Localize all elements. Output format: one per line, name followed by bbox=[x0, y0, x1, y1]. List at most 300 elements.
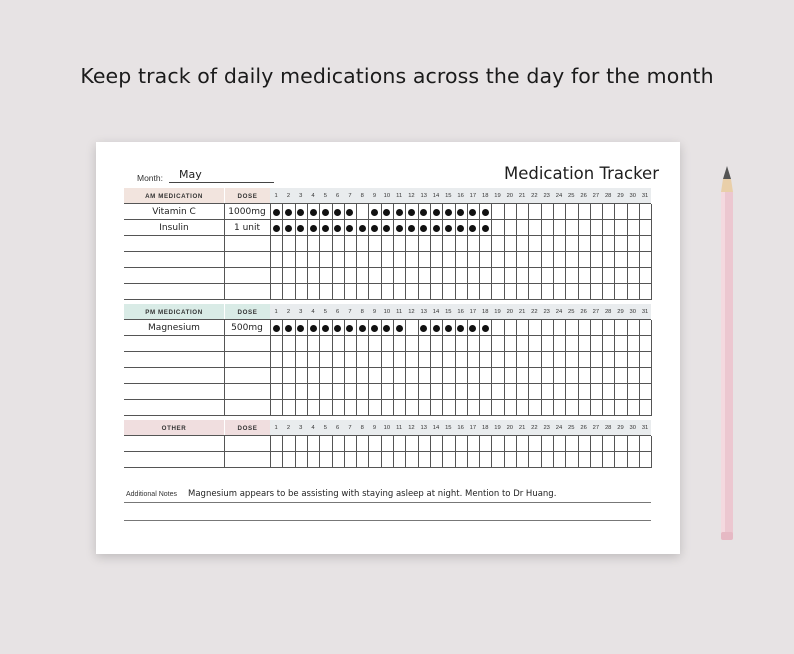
day-checkbox[interactable] bbox=[639, 436, 651, 452]
day-checkbox[interactable] bbox=[368, 384, 380, 400]
day-checkbox[interactable] bbox=[430, 320, 442, 336]
day-checkbox[interactable] bbox=[282, 252, 294, 268]
day-checkbox[interactable] bbox=[553, 236, 565, 252]
day-checkbox[interactable] bbox=[405, 268, 417, 284]
day-checkbox[interactable] bbox=[504, 252, 516, 268]
day-checkbox[interactable] bbox=[319, 204, 331, 220]
day-checkbox[interactable] bbox=[565, 284, 577, 300]
day-checkbox[interactable] bbox=[491, 436, 503, 452]
day-checkbox[interactable] bbox=[467, 220, 479, 236]
day-checkbox[interactable] bbox=[356, 204, 368, 220]
day-checkbox[interactable] bbox=[430, 220, 442, 236]
day-checkbox[interactable] bbox=[627, 220, 639, 236]
day-checkbox[interactable] bbox=[467, 400, 479, 416]
day-checkbox[interactable] bbox=[393, 336, 405, 352]
day-checkbox[interactable] bbox=[491, 320, 503, 336]
day-checkbox[interactable] bbox=[307, 220, 319, 236]
day-checkbox[interactable] bbox=[467, 452, 479, 468]
day-checkbox[interactable] bbox=[627, 268, 639, 284]
day-checkbox[interactable] bbox=[393, 400, 405, 416]
day-checkbox[interactable] bbox=[430, 336, 442, 352]
day-checkbox[interactable] bbox=[553, 220, 565, 236]
day-checkbox[interactable] bbox=[541, 252, 553, 268]
day-checkbox[interactable] bbox=[381, 352, 393, 368]
day-checkbox[interactable] bbox=[516, 268, 528, 284]
day-checkbox[interactable] bbox=[639, 252, 651, 268]
day-checkbox[interactable] bbox=[344, 320, 356, 336]
day-checkbox[interactable] bbox=[516, 436, 528, 452]
day-checkbox[interactable] bbox=[442, 284, 454, 300]
day-checkbox[interactable] bbox=[270, 268, 282, 284]
day-checkbox[interactable] bbox=[455, 336, 467, 352]
day-checkbox[interactable] bbox=[553, 368, 565, 384]
day-checkbox[interactable] bbox=[590, 368, 602, 384]
day-checkbox[interactable] bbox=[368, 452, 380, 468]
day-checkbox[interactable] bbox=[491, 368, 503, 384]
day-checkbox[interactable] bbox=[442, 320, 454, 336]
day-checkbox[interactable] bbox=[614, 452, 626, 468]
day-checkbox[interactable] bbox=[368, 352, 380, 368]
day-checkbox[interactable] bbox=[455, 252, 467, 268]
day-checkbox[interactable] bbox=[295, 400, 307, 416]
day-checkbox[interactable] bbox=[344, 368, 356, 384]
day-checkbox[interactable] bbox=[344, 400, 356, 416]
day-checkbox[interactable] bbox=[442, 236, 454, 252]
day-checkbox[interactable] bbox=[528, 252, 540, 268]
day-checkbox[interactable] bbox=[541, 352, 553, 368]
day-checkbox[interactable] bbox=[319, 400, 331, 416]
day-checkbox[interactable] bbox=[418, 400, 430, 416]
day-checkbox[interactable] bbox=[405, 284, 417, 300]
day-checkbox[interactable] bbox=[282, 452, 294, 468]
day-checkbox[interactable] bbox=[491, 236, 503, 252]
medication-name[interactable] bbox=[124, 452, 224, 468]
day-checkbox[interactable] bbox=[578, 252, 590, 268]
day-checkbox[interactable] bbox=[344, 220, 356, 236]
day-checkbox[interactable] bbox=[528, 336, 540, 352]
day-checkbox[interactable] bbox=[578, 204, 590, 220]
day-checkbox[interactable] bbox=[479, 452, 491, 468]
day-checkbox[interactable] bbox=[295, 320, 307, 336]
day-checkbox[interactable] bbox=[307, 384, 319, 400]
day-checkbox[interactable] bbox=[270, 236, 282, 252]
day-checkbox[interactable] bbox=[332, 252, 344, 268]
day-checkbox[interactable] bbox=[418, 368, 430, 384]
day-checkbox[interactable] bbox=[639, 320, 651, 336]
day-checkbox[interactable] bbox=[614, 236, 626, 252]
day-checkbox[interactable] bbox=[356, 436, 368, 452]
medication-name[interactable] bbox=[124, 284, 224, 300]
day-checkbox[interactable] bbox=[307, 436, 319, 452]
day-checkbox[interactable] bbox=[528, 204, 540, 220]
day-checkbox[interactable] bbox=[627, 368, 639, 384]
day-checkbox[interactable] bbox=[565, 368, 577, 384]
day-checkbox[interactable] bbox=[479, 368, 491, 384]
day-checkbox[interactable] bbox=[418, 320, 430, 336]
day-checkbox[interactable] bbox=[270, 220, 282, 236]
day-checkbox[interactable] bbox=[307, 204, 319, 220]
medication-dose[interactable] bbox=[224, 384, 270, 400]
day-checkbox[interactable] bbox=[356, 220, 368, 236]
day-checkbox[interactable] bbox=[467, 368, 479, 384]
day-checkbox[interactable] bbox=[590, 320, 602, 336]
day-checkbox[interactable] bbox=[418, 336, 430, 352]
day-checkbox[interactable] bbox=[307, 336, 319, 352]
day-checkbox[interactable] bbox=[270, 204, 282, 220]
day-checkbox[interactable] bbox=[295, 284, 307, 300]
day-checkbox[interactable] bbox=[504, 400, 516, 416]
day-checkbox[interactable] bbox=[590, 452, 602, 468]
day-checkbox[interactable] bbox=[565, 436, 577, 452]
day-checkbox[interactable] bbox=[368, 336, 380, 352]
day-checkbox[interactable] bbox=[393, 452, 405, 468]
day-checkbox[interactable] bbox=[430, 452, 442, 468]
day-checkbox[interactable] bbox=[430, 252, 442, 268]
medication-name[interactable] bbox=[124, 400, 224, 416]
day-checkbox[interactable] bbox=[418, 384, 430, 400]
day-checkbox[interactable] bbox=[516, 252, 528, 268]
medication-dose[interactable] bbox=[224, 452, 270, 468]
day-checkbox[interactable] bbox=[368, 236, 380, 252]
medication-name[interactable]: Magnesium bbox=[148, 323, 200, 333]
day-checkbox[interactable] bbox=[553, 384, 565, 400]
day-checkbox[interactable] bbox=[491, 384, 503, 400]
day-checkbox[interactable] bbox=[319, 352, 331, 368]
day-checkbox[interactable] bbox=[516, 284, 528, 300]
medication-dose[interactable] bbox=[224, 352, 270, 368]
day-checkbox[interactable] bbox=[295, 236, 307, 252]
day-checkbox[interactable] bbox=[602, 452, 614, 468]
day-checkbox[interactable] bbox=[332, 220, 344, 236]
day-checkbox[interactable] bbox=[467, 352, 479, 368]
day-checkbox[interactable] bbox=[430, 368, 442, 384]
day-checkbox[interactable] bbox=[516, 236, 528, 252]
day-checkbox[interactable] bbox=[295, 252, 307, 268]
medication-dose[interactable] bbox=[224, 252, 270, 268]
day-checkbox[interactable] bbox=[504, 368, 516, 384]
medication-name[interactable] bbox=[124, 384, 224, 400]
day-checkbox[interactable] bbox=[381, 252, 393, 268]
day-checkbox[interactable] bbox=[578, 384, 590, 400]
day-checkbox[interactable] bbox=[332, 204, 344, 220]
day-checkbox[interactable] bbox=[627, 436, 639, 452]
day-checkbox[interactable] bbox=[565, 400, 577, 416]
day-checkbox[interactable] bbox=[491, 452, 503, 468]
day-checkbox[interactable] bbox=[614, 204, 626, 220]
medication-name[interactable] bbox=[124, 268, 224, 284]
day-checkbox[interactable] bbox=[405, 252, 417, 268]
day-checkbox[interactable] bbox=[578, 352, 590, 368]
day-checkbox[interactable] bbox=[344, 336, 356, 352]
day-checkbox[interactable] bbox=[319, 368, 331, 384]
day-checkbox[interactable] bbox=[479, 252, 491, 268]
day-checkbox[interactable] bbox=[516, 220, 528, 236]
day-checkbox[interactable] bbox=[270, 436, 282, 452]
day-checkbox[interactable] bbox=[418, 436, 430, 452]
day-checkbox[interactable] bbox=[430, 284, 442, 300]
day-checkbox[interactable] bbox=[282, 204, 294, 220]
day-checkbox[interactable] bbox=[479, 220, 491, 236]
day-checkbox[interactable] bbox=[541, 368, 553, 384]
day-checkbox[interactable] bbox=[541, 320, 553, 336]
day-checkbox[interactable] bbox=[528, 452, 540, 468]
day-checkbox[interactable] bbox=[307, 400, 319, 416]
day-checkbox[interactable] bbox=[319, 268, 331, 284]
day-checkbox[interactable] bbox=[602, 400, 614, 416]
day-checkbox[interactable] bbox=[356, 284, 368, 300]
day-checkbox[interactable] bbox=[479, 236, 491, 252]
day-checkbox[interactable] bbox=[565, 204, 577, 220]
day-checkbox[interactable] bbox=[590, 400, 602, 416]
day-checkbox[interactable] bbox=[295, 436, 307, 452]
day-checkbox[interactable] bbox=[270, 384, 282, 400]
day-checkbox[interactable] bbox=[344, 352, 356, 368]
medication-name[interactable] bbox=[124, 336, 224, 352]
day-checkbox[interactable] bbox=[381, 268, 393, 284]
day-checkbox[interactable] bbox=[405, 220, 417, 236]
day-checkbox[interactable] bbox=[578, 452, 590, 468]
day-checkbox[interactable] bbox=[282, 268, 294, 284]
day-checkbox[interactable] bbox=[627, 452, 639, 468]
day-checkbox[interactable] bbox=[393, 268, 405, 284]
day-checkbox[interactable] bbox=[282, 236, 294, 252]
day-checkbox[interactable] bbox=[381, 452, 393, 468]
day-checkbox[interactable] bbox=[516, 368, 528, 384]
day-checkbox[interactable] bbox=[590, 220, 602, 236]
day-checkbox[interactable] bbox=[467, 268, 479, 284]
day-checkbox[interactable] bbox=[381, 284, 393, 300]
day-checkbox[interactable] bbox=[295, 352, 307, 368]
day-checkbox[interactable] bbox=[455, 436, 467, 452]
medication-dose[interactable] bbox=[224, 284, 270, 300]
day-checkbox[interactable] bbox=[319, 384, 331, 400]
day-checkbox[interactable] bbox=[430, 400, 442, 416]
day-checkbox[interactable] bbox=[381, 436, 393, 452]
day-checkbox[interactable] bbox=[479, 268, 491, 284]
day-checkbox[interactable] bbox=[381, 220, 393, 236]
day-checkbox[interactable] bbox=[282, 400, 294, 416]
day-checkbox[interactable] bbox=[541, 220, 553, 236]
day-checkbox[interactable] bbox=[344, 236, 356, 252]
day-checkbox[interactable] bbox=[405, 236, 417, 252]
day-checkbox[interactable] bbox=[455, 236, 467, 252]
day-checkbox[interactable] bbox=[578, 236, 590, 252]
day-checkbox[interactable] bbox=[282, 384, 294, 400]
day-checkbox[interactable] bbox=[627, 320, 639, 336]
day-checkbox[interactable] bbox=[332, 384, 344, 400]
day-checkbox[interactable] bbox=[430, 384, 442, 400]
day-checkbox[interactable] bbox=[491, 268, 503, 284]
day-checkbox[interactable] bbox=[430, 268, 442, 284]
day-checkbox[interactable] bbox=[356, 320, 368, 336]
day-checkbox[interactable] bbox=[381, 368, 393, 384]
day-checkbox[interactable] bbox=[356, 252, 368, 268]
day-checkbox[interactable] bbox=[479, 352, 491, 368]
day-checkbox[interactable] bbox=[368, 320, 380, 336]
day-checkbox[interactable] bbox=[614, 320, 626, 336]
day-checkbox[interactable] bbox=[442, 252, 454, 268]
day-checkbox[interactable] bbox=[307, 236, 319, 252]
day-checkbox[interactable] bbox=[282, 220, 294, 236]
day-checkbox[interactable] bbox=[578, 220, 590, 236]
day-checkbox[interactable] bbox=[381, 400, 393, 416]
day-checkbox[interactable] bbox=[528, 236, 540, 252]
day-checkbox[interactable] bbox=[418, 236, 430, 252]
medication-dose[interactable] bbox=[224, 268, 270, 284]
day-checkbox[interactable] bbox=[430, 236, 442, 252]
medication-dose[interactable] bbox=[224, 336, 270, 352]
day-checkbox[interactable] bbox=[528, 436, 540, 452]
medication-dose[interactable] bbox=[224, 436, 270, 452]
day-checkbox[interactable] bbox=[627, 384, 639, 400]
day-checkbox[interactable] bbox=[590, 252, 602, 268]
day-checkbox[interactable] bbox=[516, 352, 528, 368]
day-checkbox[interactable] bbox=[282, 320, 294, 336]
day-checkbox[interactable] bbox=[319, 252, 331, 268]
day-checkbox[interactable] bbox=[541, 236, 553, 252]
day-checkbox[interactable] bbox=[639, 236, 651, 252]
day-checkbox[interactable] bbox=[528, 384, 540, 400]
day-checkbox[interactable] bbox=[381, 236, 393, 252]
day-checkbox[interactable] bbox=[442, 452, 454, 468]
day-checkbox[interactable] bbox=[307, 452, 319, 468]
day-checkbox[interactable] bbox=[270, 336, 282, 352]
day-checkbox[interactable] bbox=[639, 284, 651, 300]
day-checkbox[interactable] bbox=[602, 252, 614, 268]
day-checkbox[interactable] bbox=[504, 236, 516, 252]
day-checkbox[interactable] bbox=[614, 336, 626, 352]
day-checkbox[interactable] bbox=[541, 284, 553, 300]
day-checkbox[interactable] bbox=[553, 252, 565, 268]
day-checkbox[interactable] bbox=[319, 452, 331, 468]
day-checkbox[interactable] bbox=[590, 336, 602, 352]
day-checkbox[interactable] bbox=[602, 268, 614, 284]
day-checkbox[interactable] bbox=[381, 320, 393, 336]
day-checkbox[interactable] bbox=[368, 436, 380, 452]
day-checkbox[interactable] bbox=[528, 400, 540, 416]
day-checkbox[interactable] bbox=[639, 336, 651, 352]
day-checkbox[interactable] bbox=[418, 204, 430, 220]
day-checkbox[interactable] bbox=[332, 352, 344, 368]
day-checkbox[interactable] bbox=[528, 352, 540, 368]
day-checkbox[interactable] bbox=[319, 284, 331, 300]
day-checkbox[interactable] bbox=[491, 400, 503, 416]
day-checkbox[interactable] bbox=[319, 220, 331, 236]
day-checkbox[interactable] bbox=[590, 268, 602, 284]
day-checkbox[interactable] bbox=[393, 384, 405, 400]
day-checkbox[interactable] bbox=[491, 204, 503, 220]
day-checkbox[interactable] bbox=[565, 236, 577, 252]
day-checkbox[interactable] bbox=[578, 268, 590, 284]
day-checkbox[interactable] bbox=[356, 452, 368, 468]
day-checkbox[interactable] bbox=[455, 220, 467, 236]
day-checkbox[interactable] bbox=[565, 220, 577, 236]
day-checkbox[interactable] bbox=[602, 220, 614, 236]
day-checkbox[interactable] bbox=[504, 352, 516, 368]
day-checkbox[interactable] bbox=[442, 384, 454, 400]
day-checkbox[interactable] bbox=[418, 220, 430, 236]
day-checkbox[interactable] bbox=[393, 284, 405, 300]
day-checkbox[interactable] bbox=[565, 252, 577, 268]
day-checkbox[interactable] bbox=[565, 352, 577, 368]
day-checkbox[interactable] bbox=[602, 368, 614, 384]
medication-name[interactable]: Vitamin C bbox=[152, 207, 196, 217]
day-checkbox[interactable] bbox=[639, 352, 651, 368]
day-checkbox[interactable] bbox=[270, 452, 282, 468]
day-checkbox[interactable] bbox=[627, 400, 639, 416]
medication-name[interactable] bbox=[124, 352, 224, 368]
day-checkbox[interactable] bbox=[307, 352, 319, 368]
day-checkbox[interactable] bbox=[455, 452, 467, 468]
day-checkbox[interactable] bbox=[270, 368, 282, 384]
day-checkbox[interactable] bbox=[332, 452, 344, 468]
day-checkbox[interactable] bbox=[418, 268, 430, 284]
day-checkbox[interactable] bbox=[418, 284, 430, 300]
day-checkbox[interactable] bbox=[467, 384, 479, 400]
day-checkbox[interactable] bbox=[295, 220, 307, 236]
day-checkbox[interactable] bbox=[332, 436, 344, 452]
day-checkbox[interactable] bbox=[467, 436, 479, 452]
day-checkbox[interactable] bbox=[479, 284, 491, 300]
day-checkbox[interactable] bbox=[553, 452, 565, 468]
day-checkbox[interactable] bbox=[516, 204, 528, 220]
day-checkbox[interactable] bbox=[578, 284, 590, 300]
day-checkbox[interactable] bbox=[602, 436, 614, 452]
day-checkbox[interactable] bbox=[442, 268, 454, 284]
day-checkbox[interactable] bbox=[282, 436, 294, 452]
day-checkbox[interactable] bbox=[541, 384, 553, 400]
day-checkbox[interactable] bbox=[590, 204, 602, 220]
day-checkbox[interactable] bbox=[405, 400, 417, 416]
day-checkbox[interactable] bbox=[541, 436, 553, 452]
day-checkbox[interactable] bbox=[393, 352, 405, 368]
day-checkbox[interactable] bbox=[344, 452, 356, 468]
day-checkbox[interactable] bbox=[467, 204, 479, 220]
day-checkbox[interactable] bbox=[295, 336, 307, 352]
day-checkbox[interactable] bbox=[332, 284, 344, 300]
day-checkbox[interactable] bbox=[516, 400, 528, 416]
day-checkbox[interactable] bbox=[614, 368, 626, 384]
day-checkbox[interactable] bbox=[565, 452, 577, 468]
day-checkbox[interactable] bbox=[516, 320, 528, 336]
day-checkbox[interactable] bbox=[368, 204, 380, 220]
day-checkbox[interactable] bbox=[639, 368, 651, 384]
day-checkbox[interactable] bbox=[602, 284, 614, 300]
day-checkbox[interactable] bbox=[270, 400, 282, 416]
day-checkbox[interactable] bbox=[614, 352, 626, 368]
day-checkbox[interactable] bbox=[442, 336, 454, 352]
day-checkbox[interactable] bbox=[467, 284, 479, 300]
day-checkbox[interactable] bbox=[393, 204, 405, 220]
day-checkbox[interactable] bbox=[479, 436, 491, 452]
day-checkbox[interactable] bbox=[381, 204, 393, 220]
day-checkbox[interactable] bbox=[405, 452, 417, 468]
day-checkbox[interactable] bbox=[344, 204, 356, 220]
day-checkbox[interactable] bbox=[344, 268, 356, 284]
day-checkbox[interactable] bbox=[270, 252, 282, 268]
day-checkbox[interactable] bbox=[504, 384, 516, 400]
day-checkbox[interactable] bbox=[504, 220, 516, 236]
day-checkbox[interactable] bbox=[565, 268, 577, 284]
day-checkbox[interactable] bbox=[282, 368, 294, 384]
day-checkbox[interactable] bbox=[332, 268, 344, 284]
day-checkbox[interactable] bbox=[381, 336, 393, 352]
day-checkbox[interactable] bbox=[602, 320, 614, 336]
day-checkbox[interactable] bbox=[270, 320, 282, 336]
day-checkbox[interactable] bbox=[455, 384, 467, 400]
day-checkbox[interactable] bbox=[368, 400, 380, 416]
day-checkbox[interactable] bbox=[467, 336, 479, 352]
